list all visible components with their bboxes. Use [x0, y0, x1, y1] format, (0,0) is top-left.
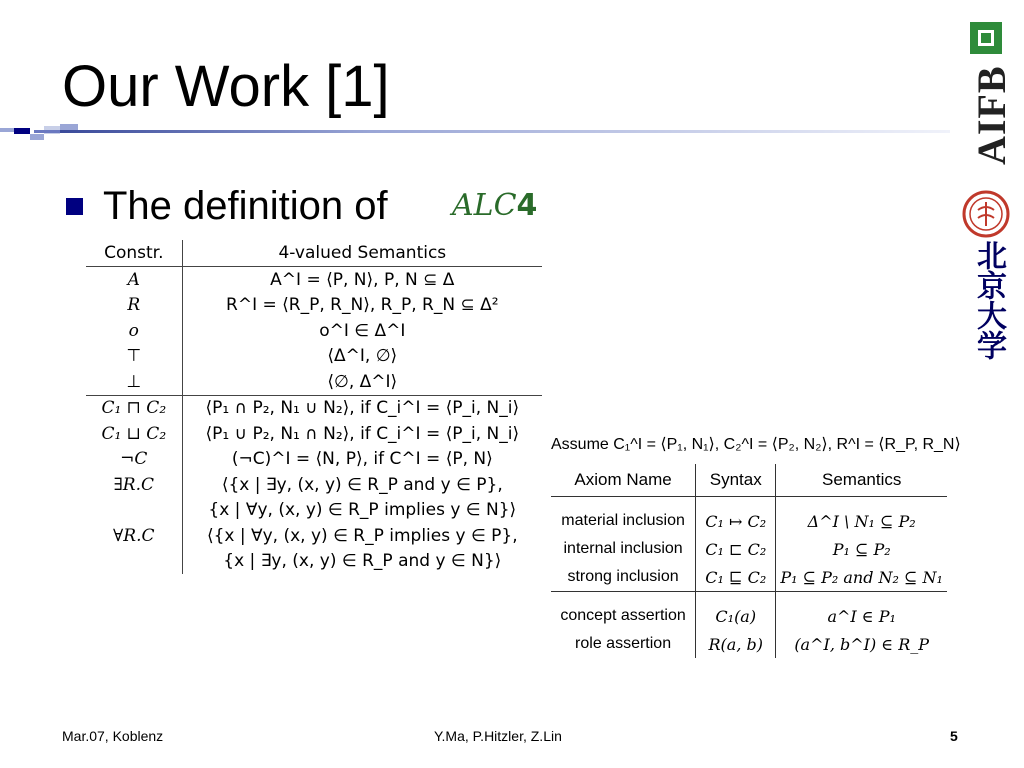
- logic-name: [452, 188, 537, 223]
- axiom-semantics-cell: P₁ ⊆ P₂: [832, 539, 891, 559]
- constr-cell: ∀R.C: [86, 523, 182, 549]
- axiom-semantics-cell: a^I ∈ P₁: [827, 606, 896, 626]
- semantics-cell: ⟨Δ^I, ∅⟩: [327, 346, 398, 367]
- constr-cell: ⊥: [86, 369, 182, 395]
- axiom-name-cell: role assertion: [551, 630, 696, 658]
- axiom-name-cell: material inclusion: [551, 507, 696, 535]
- constr-cell: ⊤: [86, 344, 182, 370]
- semantics-cell: ⟨{x | ∀y, (x, y) ∈ R_P implies y ∈ P},: [206, 525, 518, 546]
- semantics-cell: ⟨{x | ∃y, (x, y) ∈ R_P and y ∈ P},: [221, 474, 503, 495]
- logic-name-script: ALC: [452, 188, 517, 223]
- axiom-header-syntax: Syntax: [696, 464, 776, 497]
- constr-cell: C₁ ⊓ C₂: [86, 395, 182, 421]
- bullet-square-icon: [66, 198, 83, 215]
- constr-cell: A: [86, 267, 182, 293]
- table-row: [551, 507, 947, 535]
- axiom-name-cell: internal inclusion: [551, 535, 696, 563]
- footer-date-location: Mar.07, Koblenz: [62, 728, 164, 744]
- axiom-syntax-cell: C₁ ⊑ C₂: [696, 563, 776, 592]
- axiom-semantics-cell: Δ^I \ N₁ ⊆ P₂: [807, 511, 916, 531]
- axiom-semantics-cell: (a^I, b^I) ∈ R_P: [794, 634, 930, 654]
- semantics-cell: (¬C)^I = ⟨N, P⟩, if C^I = ⟨P, N⟩: [231, 449, 493, 470]
- spacer-row: [551, 592, 947, 603]
- table-row: [86, 267, 542, 293]
- semantics-cell: o^I ∈ Δ^I: [319, 320, 406, 341]
- footer-authors: Y.Ma, P.Hitzler, Z.Lin: [434, 728, 562, 744]
- table-row: [86, 421, 542, 447]
- axiom-header-semantics: Semantics: [776, 464, 947, 497]
- axiom-syntax-cell: C₁(a): [696, 602, 776, 630]
- table-row: [551, 602, 947, 630]
- table-row: [86, 523, 542, 549]
- axiom-syntax-cell: C₁ ↦ C₂: [696, 507, 776, 535]
- constr-cell: [86, 549, 182, 575]
- table-row: [86, 293, 542, 319]
- table-row: [551, 563, 947, 592]
- table-row: [86, 395, 542, 421]
- aifb-logo-mark: [966, 18, 1006, 68]
- logic-name-digit: 4: [516, 188, 538, 223]
- axiom-semantics-cell: P₁ ⊆ P₂ and N₂ ⊆ N₁: [780, 567, 943, 587]
- bullet-text: The definition of: [103, 183, 388, 228]
- semantics-header-constr: Constr.: [86, 240, 182, 267]
- axiom-header-name: Axiom Name: [551, 464, 696, 497]
- table-row: [551, 535, 947, 563]
- title-underline-decoration: [0, 120, 950, 146]
- table-row: [86, 447, 542, 473]
- semantics-cell: {x | ∃y, (x, y) ∈ R_P and y ∈ N}⟩: [223, 551, 502, 572]
- table-row: [86, 318, 542, 344]
- slide-title: Our Work [1]: [62, 54, 390, 119]
- university-seal-icon: [962, 190, 1010, 238]
- axiom-name-cell: concept assertion: [551, 602, 696, 630]
- constr-cell: ¬C: [86, 447, 182, 473]
- table-row: [86, 498, 542, 524]
- semantics-cell: R^I = ⟨R_P, R_N⟩, R_P, R_N ⊆ Δ²: [226, 295, 499, 316]
- spacer-row: [551, 497, 947, 508]
- axiom-table: [551, 464, 947, 658]
- constr-cell: R: [86, 293, 182, 319]
- table-row: [86, 344, 542, 370]
- university-calligraphy-logo: 北京大学: [971, 240, 1006, 360]
- semantics-cell: ⟨P₁ ∪ P₂, N₁ ∩ N₂⟩, if C_i^I = ⟨P_i, N_i⟩: [205, 423, 520, 444]
- assume-line: Assume C₁^I = ⟨P₁, N₁⟩, C₂^I = ⟨P₂, N₂⟩, R^I = ⟨R_P, R_N⟩: [551, 436, 961, 453]
- table-row: [86, 472, 542, 498]
- table-row: [551, 630, 947, 658]
- semantics-table: [86, 240, 542, 574]
- semantics-header-semantics: 4-valued Semantics: [182, 240, 542, 267]
- semantics-cell: ⟨∅, Δ^I⟩: [327, 371, 398, 392]
- axiom-syntax-cell: C₁ ⊏ C₂: [696, 535, 776, 563]
- slide-number: 5: [950, 728, 958, 744]
- semantics-cell: {x | ∀y, (x, y) ∈ R_P implies y ∈ N}⟩: [208, 500, 517, 521]
- constr-cell: o: [86, 318, 182, 344]
- semantics-cell: ⟨P₁ ∩ P₂, N₁ ∪ N₂⟩, if C_i^I = ⟨P_i, N_i⟩: [182, 395, 542, 421]
- axiom-syntax-cell: R(a, b): [696, 630, 776, 658]
- table-row: [86, 369, 542, 395]
- aifb-logo-text: AIFB: [969, 65, 1014, 165]
- axiom-name-cell: strong inclusion: [551, 563, 696, 592]
- bullet-item: [66, 178, 388, 234]
- table-row: [86, 549, 542, 575]
- semantics-cell: A^I = ⟨P, N⟩, P, N ⊆ Δ: [270, 269, 455, 290]
- constr-cell: [86, 498, 182, 524]
- constr-cell: C₁ ⊔ C₂: [86, 421, 182, 447]
- constr-cell: ∃R.C: [86, 472, 182, 498]
